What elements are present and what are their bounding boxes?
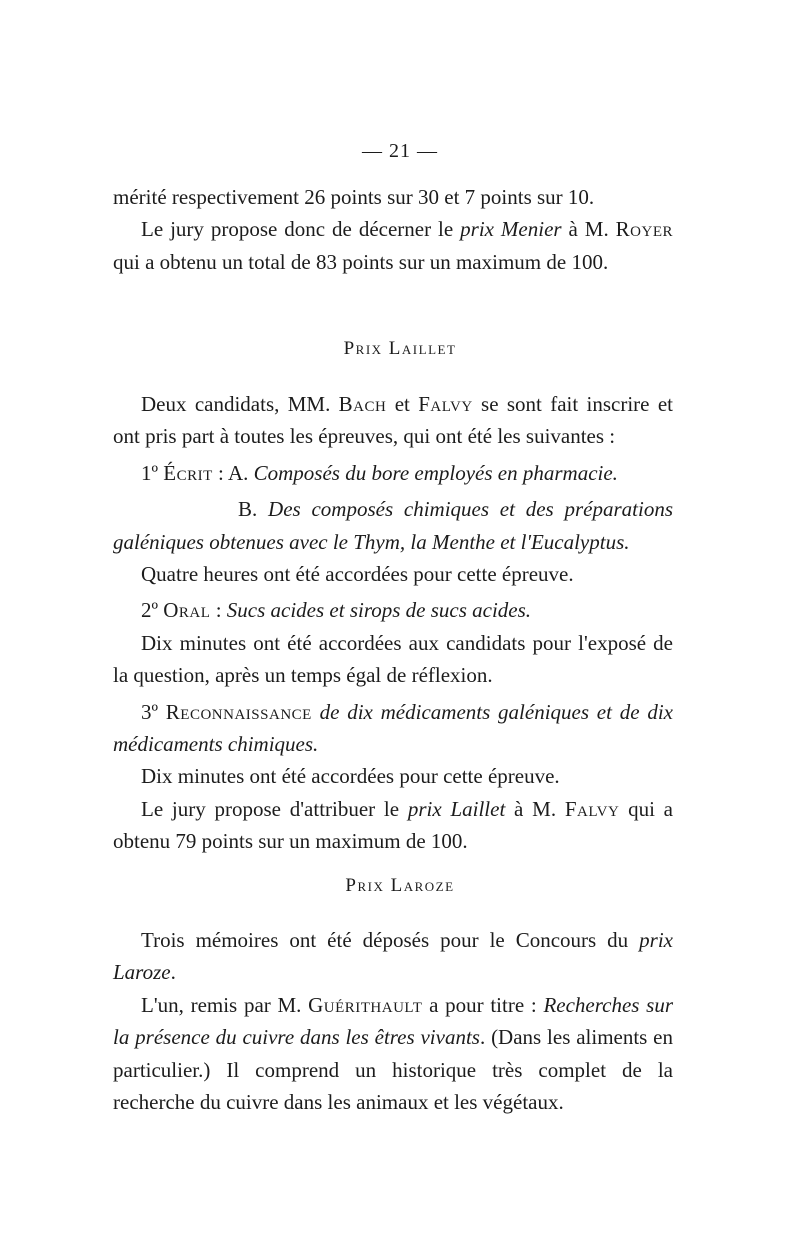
reconnaissance-time <box>113 760 673 792</box>
intro-line-1 <box>113 181 673 213</box>
memoire-title: Recherches sur la présence du cuivre dans les êtres vivants <box>113 992 673 1050</box>
intro-text-1: mérité respectivement 26 points sur 30 et 7 points sur 10. <box>113 185 595 209</box>
laroze-text-5: . (Dans les aliments en particulier.) Il comprend un historique très complet de la recherche du cuivre dans les animaux et les végétaux. <box>113 1025 673 1115</box>
concl-text-1: Le jury propose d'attribuer le <box>141 796 408 821</box>
laillet-intro <box>113 388 673 453</box>
page-number: — 21 — <box>362 140 438 162</box>
ecrit-time-text: Quatre heures ont été accordées pour cette épreuve. <box>141 562 574 587</box>
name-falvy: Falvy <box>418 392 473 416</box>
name-royer: Royer <box>615 217 673 242</box>
laillet-conclusion <box>113 793 673 858</box>
reconnaissance-item <box>113 696 673 761</box>
ecrit-number: 1º <box>141 460 164 485</box>
name-bach: Bach <box>338 392 387 416</box>
ecrit-a-marker: : A. <box>212 460 254 485</box>
ecrit-b-text: Des composés chimiques et des préparations galéniques obtenues avec le Thym, la Menthe et l'Eucalyptus. <box>113 497 673 554</box>
prix-laroze: prix Laroze <box>113 928 673 985</box>
intro-block <box>113 181 673 278</box>
prix-laillet: prix Laillet <box>407 796 506 821</box>
laroze-text-4: a pour titre : <box>422 992 544 1017</box>
laroze-text-3: L'un, remis par M. <box>141 992 309 1017</box>
ecrit-a-text: Composés du bore employés en pharmacie. <box>253 460 618 485</box>
intro-text-4: qui a obtenu un total de 83 points sur un maximum de 100. <box>113 249 609 274</box>
laroze-text-1: Trois mémoires ont été déposés pour le Concours du <box>141 928 640 952</box>
name-falvy-2: Falvy <box>564 796 620 821</box>
name-guerithault: Guérithault <box>308 992 423 1017</box>
heading-prix-laillet: Prix Laillet <box>343 338 457 359</box>
recon-text: de dix médicaments galéniques et de dix médicaments chimiques. <box>113 699 673 757</box>
oral-text: Sucs acides et sirops de sucs acides. <box>226 598 532 623</box>
recon-label: Reconnaissance <box>165 699 312 724</box>
recon-time-text: Dix minutes ont été accordées pour cette épreuve. <box>141 764 560 789</box>
ecrit-b-item <box>113 493 673 558</box>
heading-prix-laroze: Prix Laroze <box>345 875 455 896</box>
oral-time-text: Dix minutes ont été accordées aux candidats pour l'exposé de la question, après un temps égal de réflexion. <box>113 630 673 688</box>
oral-separator: : <box>210 598 227 623</box>
ecrit-time <box>113 558 673 590</box>
laillet-block <box>113 388 673 858</box>
intro-paragraph <box>113 213 673 278</box>
laillet-text-2: et <box>386 392 419 416</box>
ecrit-b-marker: B. <box>238 497 269 522</box>
oral-item <box>113 594 673 626</box>
prix-menier: prix Menier <box>460 217 562 242</box>
oral-label: Oral <box>163 598 211 623</box>
laillet-text-3: se sont fait inscrire et ont pris part à toutes les épreuves, qui ont été les suivantes : <box>113 392 673 449</box>
intro-text-2: Le jury propose donc de décerner le <box>141 217 461 242</box>
laroze-text-2: . <box>170 960 176 985</box>
oral-time <box>113 627 673 692</box>
laroze-memoire <box>113 989 673 1119</box>
recon-number: 3º <box>141 699 166 724</box>
concl-text-2: à M. <box>505 796 565 821</box>
laillet-text-1: Deux candidats, MM. <box>141 392 339 416</box>
concl-text-3: qui a obtenu 79 points sur un maximum de 100. <box>113 796 673 854</box>
intro-text-3: à M. <box>561 217 616 242</box>
laroze-block <box>113 924 673 1118</box>
ecrit-label: Écrit <box>163 460 213 485</box>
laroze-intro <box>113 924 673 989</box>
ecrit-item <box>113 457 673 489</box>
oral-number: 2º <box>141 598 164 623</box>
